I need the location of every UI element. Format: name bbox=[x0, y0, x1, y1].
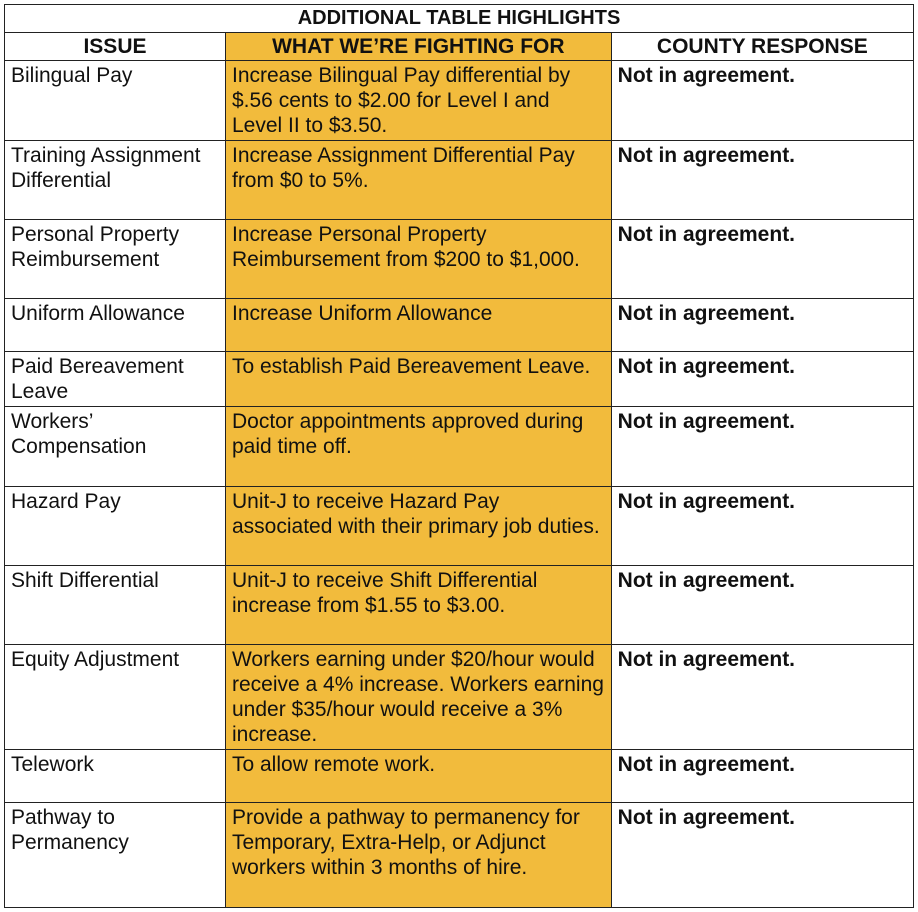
issue-cell: Bilingual Pay bbox=[5, 61, 226, 141]
table-row bbox=[5, 299, 914, 352]
table-row bbox=[5, 645, 914, 750]
fighting-cell: Workers earning under $20/hour would receive a 4% increase. Workers earning under $35/hour would receive a 3% increase. bbox=[225, 645, 611, 750]
response-cell: Not in agreement. bbox=[611, 299, 913, 352]
issue-cell: Training Assignment Differential bbox=[5, 141, 226, 220]
header-issue: ISSUE bbox=[5, 33, 226, 61]
table-row bbox=[5, 487, 914, 566]
issue-cell: Workers’ Compensation bbox=[5, 407, 226, 487]
issue-cell: Telework bbox=[5, 750, 226, 803]
response-cell: Not in agreement. bbox=[611, 487, 913, 566]
response-cell: Not in agreement. bbox=[611, 566, 913, 645]
table-row bbox=[5, 220, 914, 299]
table-row bbox=[5, 803, 914, 908]
table-row bbox=[5, 352, 914, 407]
issue-cell: Shift Differential bbox=[5, 566, 226, 645]
fighting-cell: To allow remote work. bbox=[225, 750, 611, 803]
fighting-cell: Increase Bilingual Pay differential by $.56 cents to $2.00 for Level I and Level II to $3.50. bbox=[225, 61, 611, 141]
fighting-cell: Unit-J to receive Hazard Pay associated with their primary job duties. bbox=[225, 487, 611, 566]
table-row bbox=[5, 141, 914, 220]
header-county-response: COUNTY RESPONSE bbox=[611, 33, 913, 61]
issue-cell: Equity Adjustment bbox=[5, 645, 226, 750]
highlights-table bbox=[4, 4, 914, 908]
fighting-cell: Unit-J to receive Shift Differential increase from $1.55 to $3.00. bbox=[225, 566, 611, 645]
response-cell: Not in agreement. bbox=[611, 352, 913, 407]
fighting-cell: Increase Personal Property Reimbursement from $200 to $1,000. bbox=[225, 220, 611, 299]
response-cell: Not in agreement. bbox=[611, 645, 913, 750]
fighting-cell: Doctor appointments approved during paid time off. bbox=[225, 407, 611, 487]
fighting-cell: Increase Uniform Allowance bbox=[225, 299, 611, 352]
response-cell: Not in agreement. bbox=[611, 141, 913, 220]
table-header-row bbox=[5, 33, 914, 61]
table-row bbox=[5, 407, 914, 487]
fighting-cell: Provide a pathway to permanency for Temporary, Extra-Help, or Adjunct workers within 3 months of hire. bbox=[225, 803, 611, 908]
table-row bbox=[5, 566, 914, 645]
response-cell: Not in agreement. bbox=[611, 750, 913, 803]
table-row bbox=[5, 61, 914, 141]
response-cell: Not in agreement. bbox=[611, 61, 913, 141]
header-fighting-for: WHAT WE’RE FIGHTING FOR bbox=[225, 33, 611, 61]
fighting-cell: To establish Paid Bereavement Leave. bbox=[225, 352, 611, 407]
table-title-row bbox=[5, 5, 914, 33]
issue-cell: Personal Property Reimbursement bbox=[5, 220, 226, 299]
response-cell: Not in agreement. bbox=[611, 220, 913, 299]
response-cell: Not in agreement. bbox=[611, 803, 913, 908]
issue-cell: Pathway to Permanency bbox=[5, 803, 226, 908]
response-cell: Not in agreement. bbox=[611, 407, 913, 487]
fighting-cell: Increase Assignment Differential Pay from $0 to 5%. bbox=[225, 141, 611, 220]
issue-cell: Uniform Allowance bbox=[5, 299, 226, 352]
issue-cell: Paid Bereavement Leave bbox=[5, 352, 226, 407]
issue-cell: Hazard Pay bbox=[5, 487, 226, 566]
table-row bbox=[5, 750, 914, 803]
table-title: ADDITIONAL TABLE HIGHLIGHTS bbox=[5, 5, 914, 33]
